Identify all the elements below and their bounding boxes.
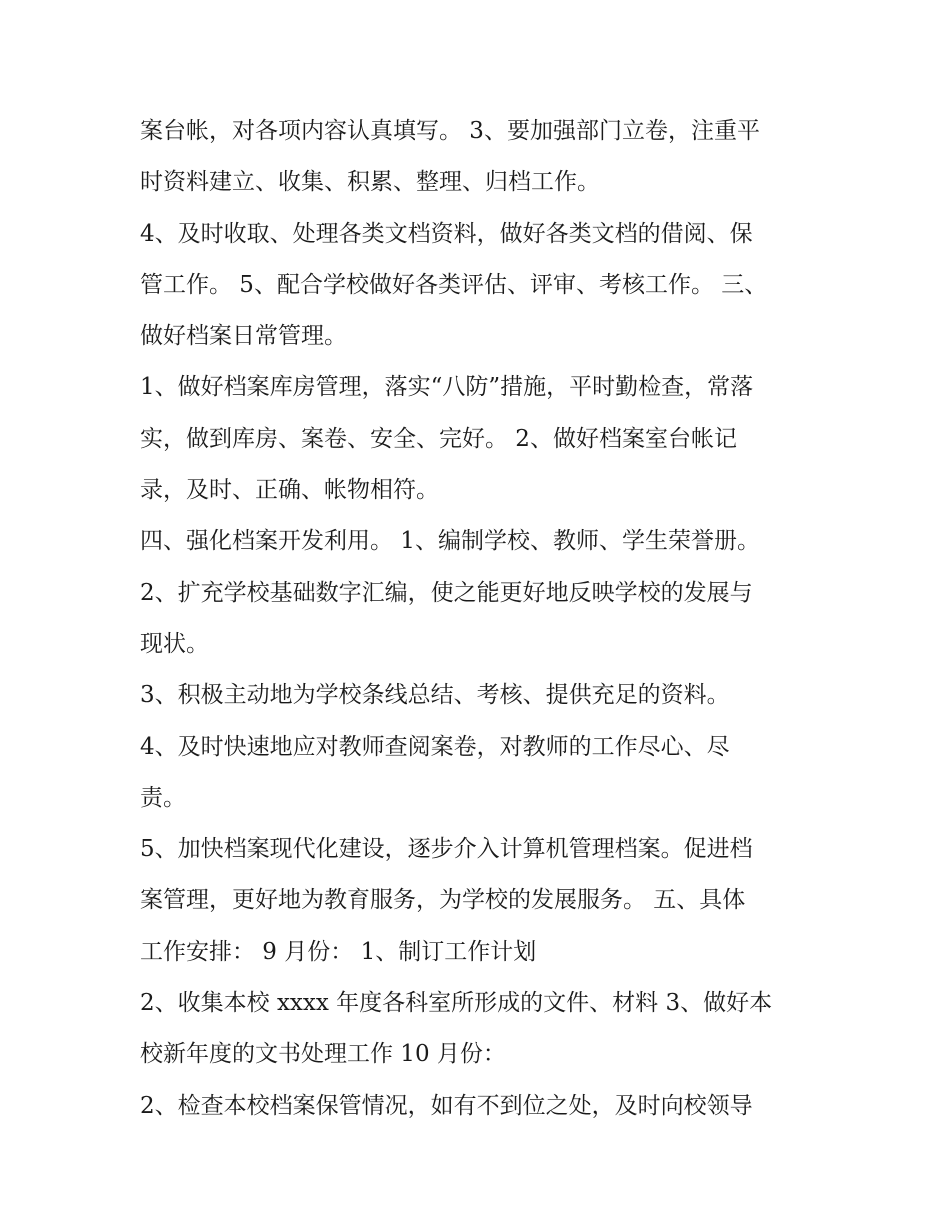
text-line: 现状。	[140, 630, 209, 657]
text-line: 实，做到库房、案卷、安全、完好。 2、做好档案室台帐记	[140, 425, 737, 452]
text-line: 2、扩充学校基础数字汇编，使之能更好地反映学校的发展与	[140, 579, 753, 606]
text-line: 2、检查本校档案保管情况，如有不到位之处，及时向校领导	[140, 1092, 753, 1119]
text-line: 四、强化档案开发利用。 1、编制学校、教师、学生荣誉册。	[140, 528, 760, 555]
text-line: 责。	[140, 784, 186, 811]
text-line: 5、加快档案现代化建设，逐步介入计算机管理档案。促进档	[140, 836, 753, 863]
text-line: 案台帐，对各项内容认真填写。 3、要加强部门立卷，注重平	[140, 118, 760, 144]
document-body	[140, 106, 812, 1132]
text-line: 3、积极主动地为学校条线总结、考核、提供充足的资料。	[140, 682, 730, 709]
text-line: 校新年度的文书处理工作 10 月份：	[140, 1041, 506, 1068]
text-line: 4、及时快速地应对教师查阅案卷，对教师的工作尽心、尽	[140, 733, 730, 760]
text-line: 录，及时、正确、帐物相符。	[140, 477, 439, 504]
text-line: 1、做好档案库房管理，落实“八防”措施，平时勤检查，常落	[140, 374, 754, 401]
text-line: 2、收集本校 xxxx 年度各科室所形成的文件、材料 3、做好本	[140, 990, 773, 1017]
text-line: 工作安排： 9 月份： 1、制订工作计划	[140, 938, 537, 965]
text-line: 案管理，更好地为教育服务，为学校的发展服务。 五、具体	[140, 887, 746, 914]
text-line: 时资料建立、收集、积累、整理、归档工作。	[140, 169, 600, 196]
text-line: 做好档案日常管理。	[140, 323, 347, 350]
text-line: 管工作。 5、配合学校做好各类评估、评审、考核工作。 三、	[140, 271, 768, 298]
text-line: 4、及时收取、处理各类文档资料，做好各类文档的借阅、保	[140, 220, 753, 247]
